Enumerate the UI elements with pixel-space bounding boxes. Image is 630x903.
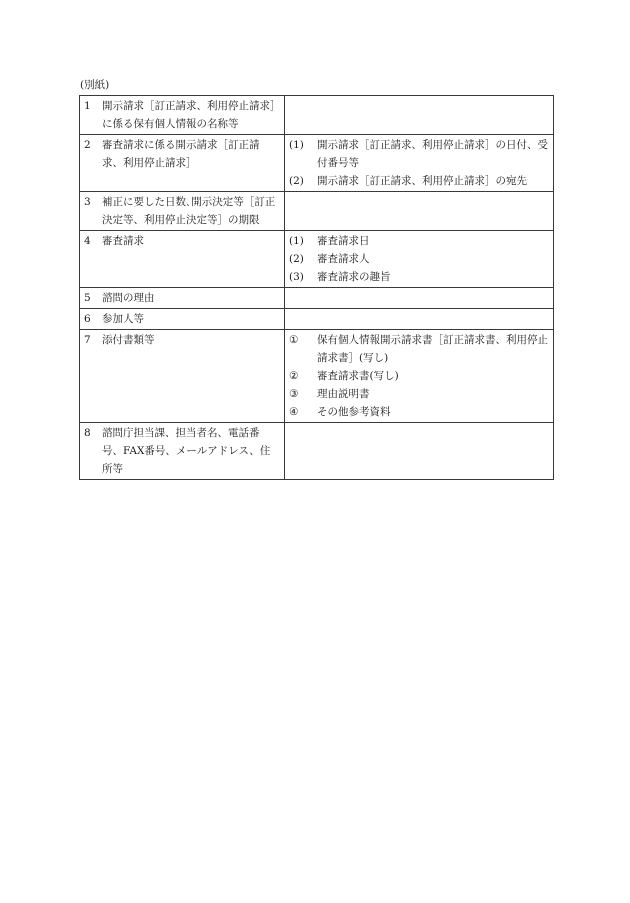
detail-item (289, 136, 549, 172)
table-row (80, 192, 554, 231)
table-row (80, 96, 554, 135)
item-label: 開示請求［訂正請求、利用停止請求］に係る保有個人情報の名称等 (102, 100, 276, 130)
table-row (80, 423, 554, 480)
detail-item (289, 268, 549, 286)
detail-item (289, 172, 549, 190)
detail-text: 開示請求［訂正請求、利用停止請求］の日付、受付番号等 (317, 139, 548, 169)
detail-item (289, 403, 549, 421)
detail-mark: (2) (289, 175, 304, 187)
detail-item (289, 385, 549, 403)
attachment-label: (別紙) (80, 79, 110, 91)
item-cell (80, 96, 285, 135)
detail-mark: ③ (289, 388, 299, 400)
detail-text: 審査請求の趣旨 (317, 271, 391, 283)
item-number: 2 (84, 139, 91, 151)
detail-mark: (1) (289, 139, 304, 151)
detail-cell (285, 330, 554, 423)
detail-cell (285, 192, 554, 231)
item-label: 補正に要した日数､開示決定等［訂正決定等、利用停止決定等］の期限 (102, 196, 276, 226)
detail-text: 審査請求人 (317, 253, 370, 265)
item-number: 3 (84, 196, 91, 208)
detail-mark: (2) (289, 253, 304, 265)
item-cell (80, 135, 285, 192)
items-table (79, 95, 554, 480)
table-row (80, 309, 554, 330)
table-row (80, 135, 554, 192)
table-row (80, 330, 554, 423)
detail-mark: ① (289, 334, 299, 346)
item-cell (80, 288, 285, 309)
detail-item (289, 367, 549, 385)
item-number: 4 (84, 235, 91, 247)
detail-cell (285, 423, 554, 480)
detail-cell (285, 231, 554, 288)
item-number: 5 (84, 292, 91, 304)
table-row (80, 231, 554, 288)
detail-text: 理由説明書 (317, 388, 370, 400)
detail-item (289, 331, 549, 367)
detail-cell (285, 135, 554, 192)
item-label: 審査請求 (102, 235, 144, 247)
item-label: 諮問庁担当課、担当者名、電話番号、FAX番号、メールアドレス、住所等 (102, 427, 271, 475)
detail-mark: ④ (289, 406, 299, 418)
detail-cell (285, 96, 554, 135)
item-number: 7 (84, 334, 91, 346)
item-cell (80, 423, 285, 480)
item-number: 1 (84, 100, 91, 112)
item-label: 添付書類等 (102, 334, 155, 346)
item-cell (80, 330, 285, 423)
detail-item (289, 232, 549, 250)
detail-cell (285, 309, 554, 330)
detail-text: 開示請求［訂正請求、利用停止請求］の宛先 (317, 175, 527, 187)
detail-mark: ② (289, 370, 299, 382)
detail-mark: (3) (289, 271, 304, 283)
table-row (80, 288, 554, 309)
detail-mark: (1) (289, 235, 304, 247)
item-label: 審査請求に係る開示請求［訂正請求、利用停止請求］ (102, 139, 260, 169)
detail-text: その他参考資料 (317, 406, 391, 418)
item-cell (80, 309, 285, 330)
detail-cell (285, 288, 554, 309)
item-cell (80, 231, 285, 288)
item-number: 6 (84, 313, 91, 325)
detail-text: 審査請求書(写し) (317, 370, 399, 382)
item-label: 参加人等 (102, 313, 144, 325)
detail-text: 保有個人情報開示請求書［訂正請求書、利用停止請求書］(写し) (317, 334, 548, 364)
detail-item (289, 250, 549, 268)
item-cell (80, 192, 285, 231)
item-number: 8 (84, 427, 91, 439)
item-label: 諮問の理由 (102, 292, 155, 304)
detail-text: 審査請求日 (317, 235, 370, 247)
